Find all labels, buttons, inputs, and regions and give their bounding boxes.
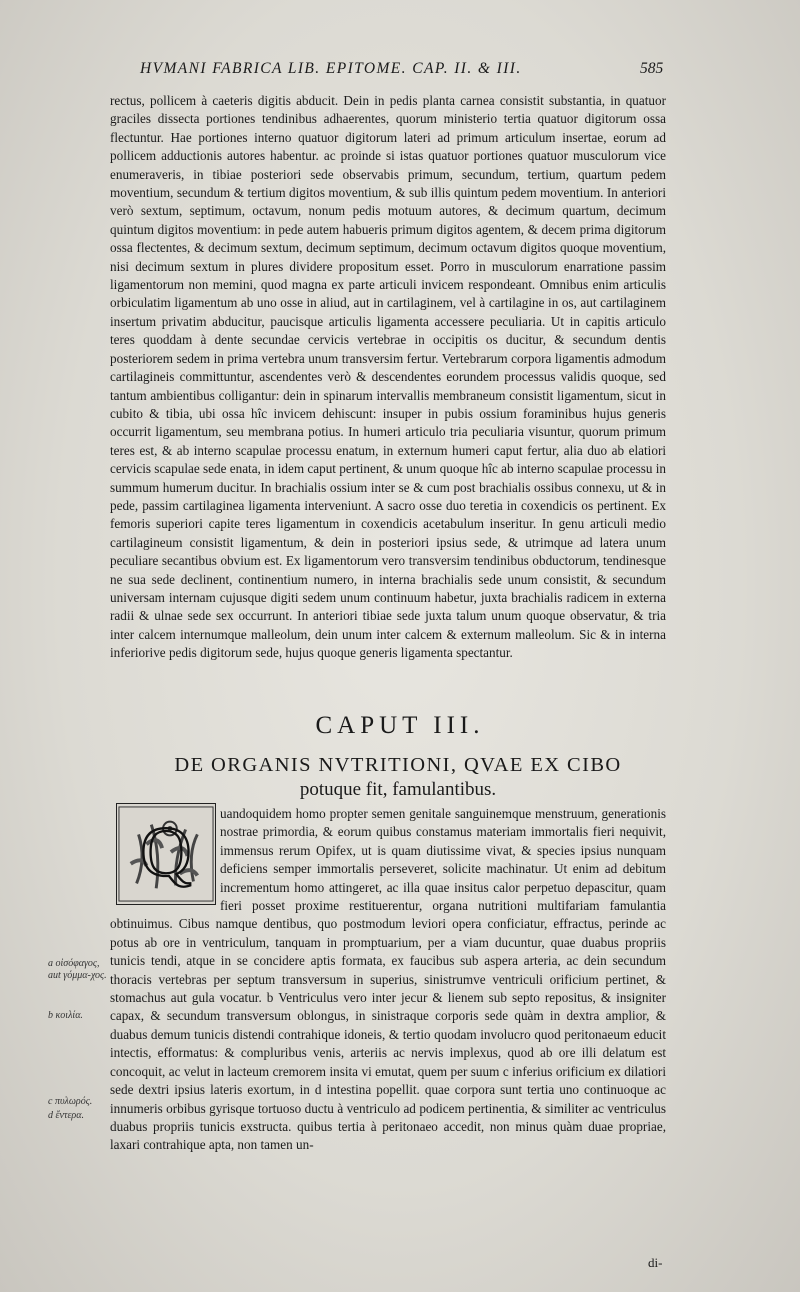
catchword: di-	[648, 1255, 663, 1270]
initial-float-space	[110, 805, 220, 903]
chapter-2-text-block	[110, 92, 666, 663]
margin-note-b: b κοιλία.	[48, 1010, 83, 1021]
chapter-3-body: uandoquidem homo propter semen genitale sanguinemque menstruum, generationis nostrae primordia, & eorum quibus constamus materiam immortalis fieri nequivit, immensus rerum Opifex, ut is quam diutissime vivat, & species ipsius nunquam deficiens semper immortalis perseveret, solicite machinatur. Ut enim ad debitum incrementum homo attingeret, ac illa quae insitus calor perpetuo depascitur, quam fieri posset proxime restituerentur, organa nutritioni multifariam famulantia obtinuimus. Cibus namque dentibus, quo postmodum leviori opera conficiatur, effractus, perinde ac potus ab ore in ventriculum, tanquam in promptuarium, per a viam ducuntur, quae duabus propriis tunicis tendi, atque in se concidere aptis formata, ex faucibus sub aspera arteria, ac dein secundum thoracis vertebras per septum transversum in superius, sinistrumve ventriculi orificium pertinet, & stomachus aut gula vocatur. b Ventriculus vero inter jecur & lienem sub septo repositus, & insigniter capax, & secundum transversum oblongus, in sinistraque corporis sede quàm in dextra amplior, & duabus demum tunicis distendi contrahique idoneis, & tertio quodam involucro quod peritonaeum educit intectis, efformatus: & compluribus venis, arteriis ac nervis implexus, quod ab ore illi delatum est concoquit, ac velut in lacteum cremorem insita vi emutat, quem per suum c inferius orificium ex dilatiori sede dextri ipsius lateris exortum, in d intestina popellit. quae corpora sunt tertia uno continuoque ac innumeris orbibus gyrisque tortuoso ductu à ventriculo ad podicem pertinentia, & similiter ac ventriculus duabus propriis tunicis exstructa. quibus tertia à peritonaeo accedit, non minus quàm duae propriae, laxari contrahique apta, non tamen un-	[110, 806, 666, 1153]
running-head: HVMANI FABRICA LIB. EPITOME. CAP. II. & III.	[140, 60, 522, 77]
chapter-2-paragraph: rectus, pollicem à caeteris digitis abducit. Dein in pedis planta carnea consistit substantia, in quatuor graciles dissecta portiones tendinibus adhaerentes, quorum ministerio tertia quatuor digitorum ossa flectuntur. Hae portiones interno quatuor digitorum lateri ad primum articulum insertae, eorum ad pollicem adductionis autores habentur. ac proinde si istas quatuor portiones quatuor musculorum vice enumeraveris, in tibiae posteriori sede observabis primum, secundum, tertium, quartum pedem moventium, secundum & tertium digitos moventium, & sub illis quintum pedem moventium. In anteriori verò sextum, septimum, octavum, nonum pedis motuum autores, & decimum quartum, decimum quintum digitos moventium: in pede autem habueris primum digitos agentem, & decem prima digitorum ossa flectentes, & decimum sextum, decimum septimum, decimum octavum digitos quoque moventium, nisi decimum sextum in plures dividere propositum esset. Porro in musculorum enarratione passim ligamentorum non memini, quod magna ex parte articuli invicem respondeant. Omnibus enim articulis orbiculatim ligamentum ab uno osse in aliud, aut in cartilaginem, vel à cartilagine in os, aut cartilaginem insertum privatim abducitur, paucisque articulis ligamenta accessere peculiaria. Ut in capitis articulo teres quoddam à dente secundae cervicis vertebrae in occipitis os ducitur, & secundum dentis posteriorem sedem in prima vertebra unum transversim fertur. Vertebrarum corpora ligamentis admodum cartilagineis committuntur, ascendentes verò & descendentes eorundem processus validis quoque, sed tantum ambientibus colligantur: dein in spinarum intervallis membraneum consistit ligamentum, sicut in cubito & tibia, ubi ossa hîc invicem dehiscunt: insuper in pubis ossium foraminibus hujus generis occurrit ligamentum, seu membrana potius. In humeri articulo tria peculiaria visuntur, quorum primum teres est, & ab interno scapulae processu enatum, in externum humeri caput fertur, alia duo ab elatiori cervicis scapulae sede enata, in idem caput pertinent, & unum quoque hîc ab interno scapulae processu in summum humerum ducitur. In brachialis ossium inter se & cum post brachialis ossibus connexu, ut & in pede, passim cartilaginea ligamenta interveniunt. A sacro osse duo teretia in coxendicis os pertinent. Ex femoris superiori capite teres ligamentum in coxendicis acetabulum inseritur. In genu articuli medio cartilagineum consistit ligamentum, & dein in posteriori ipsius sede, & utrimque ad latera unum peculiare secantibus obvium est. Ex ligamentorum vero transversim tendinibus obductorum, tendinesque ne sua sede declinent, continentium numero, in interna brachialis sede unum consistit, & secundum universam internam cujusque digiti sedem unum continuum habetur, juxta brachialis radicem in externa radii & ulnae sede sex occurrunt. In anteriori tibiae sede juxta talum unum quoque observatur, & tria inter calcem internumque malleolum, dein unum inter calcem & externum malleolum. Sic & in interna inferiorive pedis digitorum sede, hujus quoque generis ligamenta spectantur.	[110, 93, 666, 661]
page-number: 585	[640, 60, 664, 77]
chapter-3-subtitle: potuque fit, famulantibus.	[299, 779, 497, 800]
chapter-3-text-block	[110, 805, 666, 1155]
margin-note-d: d ἔντερα.	[48, 1110, 84, 1121]
chapter-3-title: DE ORGANIS NVTRITIONI, QVAE EX CIBO	[174, 754, 622, 776]
initial-letter: Q	[140, 813, 192, 892]
margin-note-c: c πυλωρός.	[48, 1096, 93, 1107]
chapter-3-paragraph	[110, 805, 666, 1155]
chapter-3-heading: CAPUT III.	[315, 712, 485, 739]
margin-note-a: a οἰσόφαγος, aut γόμμα-χος.	[48, 958, 107, 981]
